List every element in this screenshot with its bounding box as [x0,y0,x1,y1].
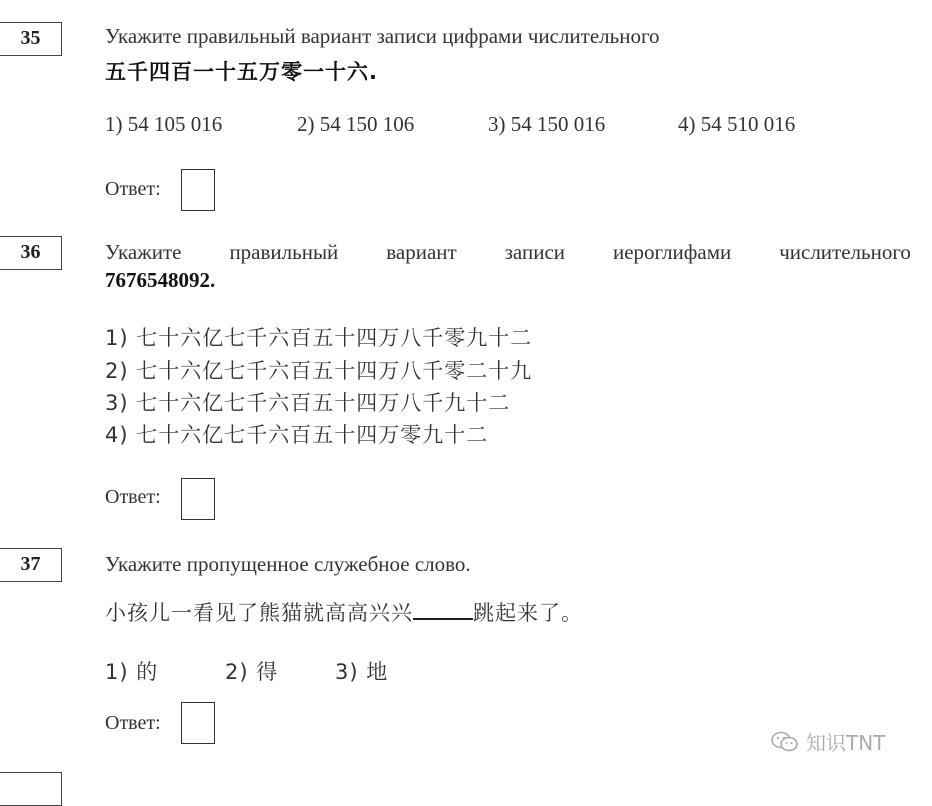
answer-label: Ответ: [105,712,161,734]
answer-option-1[interactable]: 1) 七十六亿七千六百五十四万八千零九十二 [105,326,533,350]
numeral-text: 五千四百一十五万零一十六 [105,60,369,84]
question-number: 36 [0,236,62,270]
question-number: 35 [0,22,62,56]
watermark-text: 知识TNT [806,731,886,755]
question-prompt: Укажите правильный вариант записи цифрами числительного [105,24,660,48]
question-prompt [105,240,911,265]
question-sentence [105,597,583,627]
question-prompt: Укажите пропущенное служебное слово. [105,552,471,576]
prompt-word: числительного [779,240,911,264]
answer-box[interactable] [181,478,215,520]
prompt-word: записи [504,240,566,264]
answer-option-3[interactable]: 3) 54 150 016 [488,112,606,136]
answer-box[interactable] [181,169,215,211]
prompt-word: иероглифами [612,240,732,264]
sentence-end: 跳起来了。 [473,601,583,625]
answer-option-3[interactable]: 3) 地 [335,660,389,684]
answer-option-1[interactable]: 1) 的 [105,660,159,684]
answer-label: Ответ: [105,178,161,200]
question-numeral: 五千四百一十五万零一十六. [105,60,378,84]
sentence-start: 小孩儿一看见了熊猫就高高兴兴 [105,601,413,625]
question-number: 37 [0,548,62,582]
prompt-word: правильный [229,240,339,264]
answer-box[interactable] [181,702,215,744]
watermark [770,727,885,756]
answer-option-4[interactable]: 4) 54 510 016 [678,112,796,136]
answer-option-2[interactable]: 2) 七十六亿七千六百五十四万八千零二十九 [105,359,533,383]
answer-option-1[interactable]: 1) 54 105 016 [105,112,223,136]
prompt-word: вариант [386,240,457,264]
answer-label: Ответ: [105,486,161,508]
fill-in-blank [413,600,473,620]
answer-option-3[interactable]: 3) 七十六亿七千六百五十四万八千九十二 [105,391,511,415]
wechat-icon [770,730,800,754]
question-numeral: 7676548092. [105,268,216,292]
answer-option-4[interactable]: 4) 七十六亿七千六百五十四万零九十二 [105,423,489,447]
answer-option-2[interactable]: 2) 得 [225,660,279,684]
question-number-partial [0,772,62,806]
prompt-word: Укажите [105,240,182,264]
answer-option-2[interactable]: 2) 54 150 106 [297,112,415,136]
numeral-text: 7676548092 [105,268,210,292]
